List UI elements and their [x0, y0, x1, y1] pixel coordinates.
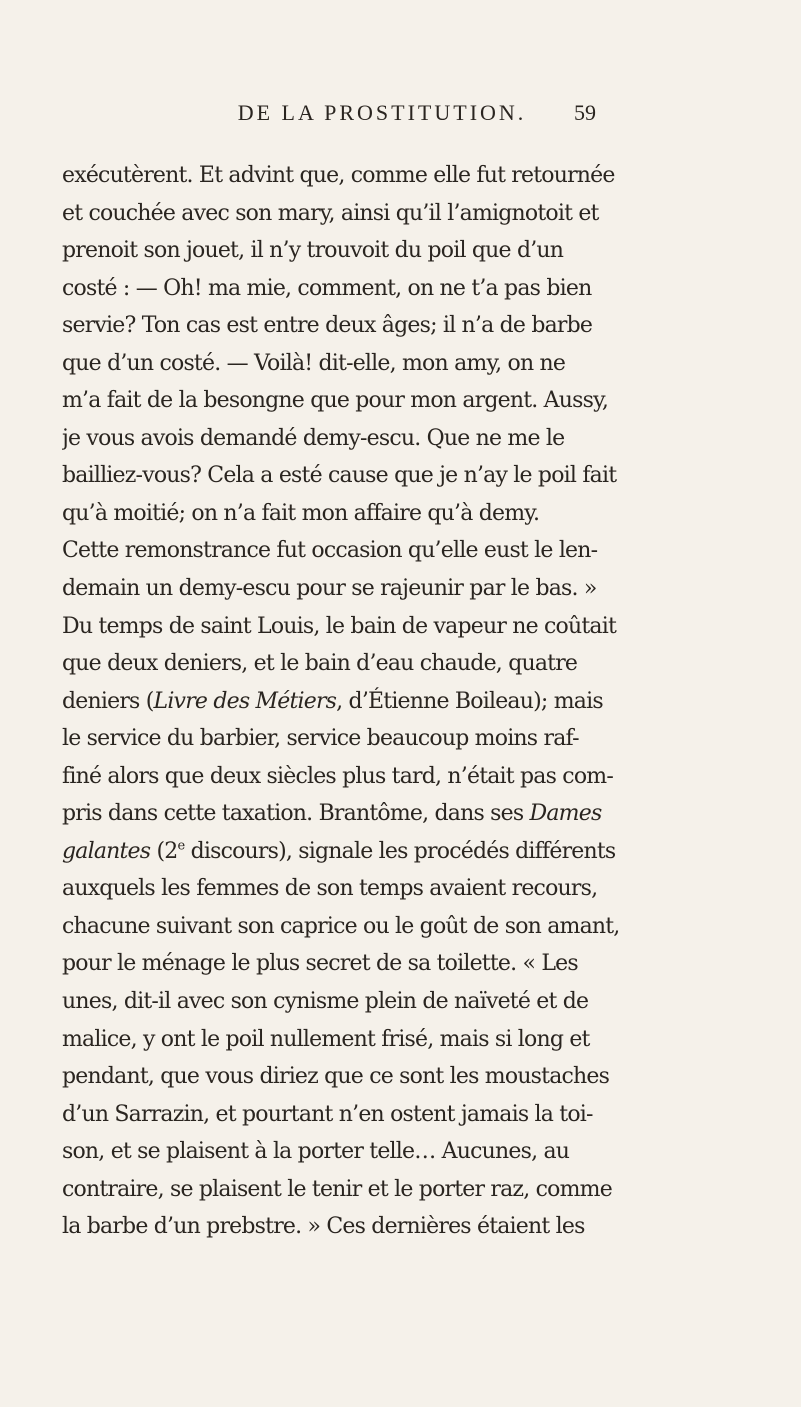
text-segment: et couchée avec son mary, ainsi qu’il l’amignotoit et: [62, 200, 599, 226]
text-line: [62, 945, 742, 983]
text-line: [62, 570, 742, 608]
text-segment: le service du barbier, service beaucoup moins raf-: [62, 726, 579, 752]
text-segment: que d’un costé. — Voilà! dit-elle, mon amy, on ne: [62, 350, 566, 376]
text-line: [62, 345, 742, 383]
text-line: [62, 983, 742, 1021]
italic-text: Dames: [529, 801, 602, 827]
text-segment: exécutèrent. Et advint que, comme elle fut retournée: [62, 163, 615, 188]
text-segment: finé alors que deux siècles plus tard, n’était pas com-: [62, 763, 613, 789]
text-segment: d’un Sarrazin, et pourtant n’en ostent jamais la toi-: [62, 1101, 593, 1127]
text-segment: pendant, que vous diriez que ce sont les moustaches: [62, 1064, 610, 1090]
page-number: 59: [574, 100, 596, 125]
text-segment: je vous avois demandé demy-escu. Que ne me le: [62, 425, 565, 451]
text-line: [62, 195, 742, 233]
text-segment: pris dans cette taxation. Brantôme, dans ses: [62, 801, 530, 827]
text-line: [62, 1171, 742, 1209]
superscript: e: [177, 838, 185, 854]
text-line: [62, 608, 742, 646]
text-line: [62, 1208, 742, 1246]
text-segment: m’a fait de la besongne que pour mon argent. Aussy,: [62, 388, 609, 414]
text-segment: costé : — Oh! ma mie, comment, on ne t’a pas bien: [62, 275, 592, 301]
text-segment: contraire, se plaisent le tenir et le porter raz, comme: [62, 1176, 612, 1202]
text-segment: (2: [150, 838, 178, 864]
body-text: [62, 157, 742, 1246]
running-title: DE LA PROSTITUTION.: [237, 100, 527, 125]
text-segment: chacune suivant son caprice ou le goût de son amant,: [62, 913, 620, 939]
text-line: [62, 307, 742, 345]
text-line: [62, 908, 742, 946]
text-line: [62, 1096, 742, 1134]
text-line: [62, 833, 742, 871]
text-segment: Cette remonstrance fut occasion qu’elle eust le len-: [62, 538, 598, 564]
text-segment: bailliez-vous? Cela a esté cause que je n’ay le poil fait: [62, 463, 617, 489]
text-segment: servie? Ton cas est entre deux âges; il n’a de barbe: [62, 313, 593, 339]
text-segment: que deux deniers, et le bain d’eau chaude, quatre: [62, 651, 578, 677]
text-segment: pour le ménage le plus secret de sa toilette. « Les: [62, 951, 578, 977]
text-segment: unes, dit-il avec son cynisme plein de naïveté et de: [62, 989, 589, 1015]
text-line: [62, 758, 742, 796]
text-segment: Du temps de saint Louis, le bain de vapeur ne coûtait: [62, 613, 616, 639]
text-line: [62, 382, 742, 420]
text-segment: deniers (: [62, 688, 154, 714]
text-segment: son, et se plaisent à la porter telle… Aucunes, au: [62, 1139, 570, 1165]
text-line: [62, 645, 742, 683]
text-line: [62, 720, 742, 758]
italic-text: galantes: [62, 838, 151, 864]
running-head: [0, 100, 801, 134]
text-line: [62, 1058, 742, 1096]
text-segment: discours), signale les procédés différents: [184, 838, 616, 864]
text-segment: qu’à moitié; on n’a fait mon affaire qu’à demy.: [62, 500, 540, 526]
text-line: [62, 1133, 742, 1171]
text-line: [62, 683, 742, 721]
text-line: [62, 420, 742, 458]
italic-text: Livre des Métiers: [153, 688, 337, 714]
text-line: [62, 532, 742, 570]
text-segment: demain un demy-escu pour se rajeunir par le bas. »: [62, 576, 597, 602]
text-line: [62, 157, 742, 195]
text-segment: malice, y ont le poil nullement frisé, mais si long et: [62, 1026, 590, 1052]
text-line: [62, 232, 742, 270]
text-line: [62, 270, 742, 308]
text-line: [62, 457, 742, 495]
text-segment: la barbe d’un prebstre. » Ces dernières étaient les: [62, 1214, 585, 1240]
text-line: [62, 795, 742, 833]
text-line: [62, 1021, 742, 1059]
text-line: [62, 870, 742, 908]
text-segment: auxquels les femmes de son temps avaient recours,: [62, 876, 598, 902]
text-line: [62, 495, 742, 533]
text-segment: prenoit son jouet, il n’y trouvoit du poil que d’un: [62, 238, 564, 264]
text-segment: , d’Étienne Boileau); mais: [336, 688, 603, 714]
